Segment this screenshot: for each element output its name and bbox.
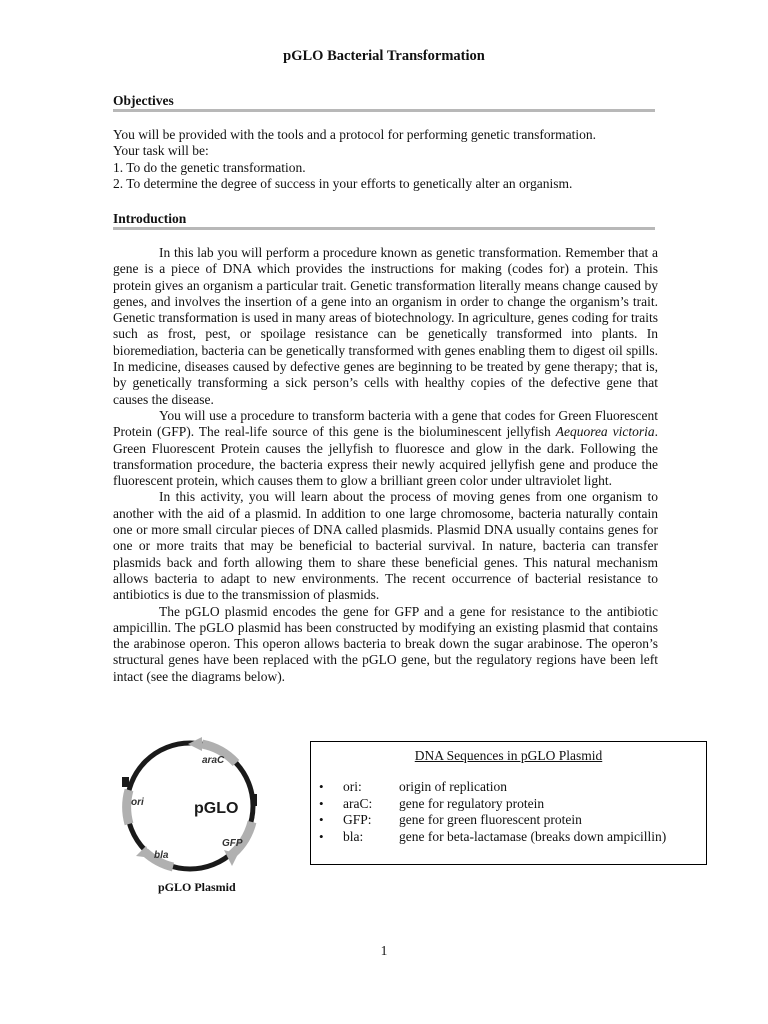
objectives-line: Your task will be:	[113, 143, 209, 159]
sequence-definition: gene for green fluorescent protein	[399, 812, 582, 827]
bullet: •	[319, 779, 324, 794]
pglo-plasmid-diagram	[118, 732, 278, 872]
objectives-divider	[113, 109, 655, 112]
objectives-line: 1. To do the genetic transformation.	[113, 159, 306, 175]
sequence-definition: gene for beta-lactamase (breaks down ampicillin)	[399, 828, 667, 844]
plasmid-caption: pGLO Plasmid	[158, 880, 236, 894]
bullet: •	[319, 812, 324, 827]
plasmid-svg	[118, 732, 278, 872]
introduction-divider	[113, 227, 655, 230]
intro-p2-text-b: . Green Fluorescent Protein causes the jellyfish to fluoresce and glow in the dark. Following the transformation procedure, the bacteria express their newly acquired jellyfish gene and produce the fluorescent protein, which causes them to glow a brilliant green color under ultraviolet light.	[113, 424, 659, 489]
dna-box-title: DNA Sequences in pGLO Plasmid	[414, 748, 603, 763]
intro-paragraph-1: In this lab you will perform a procedure known as genetic transformation. Remember that a gene is a piece of DNA which provides the instructions for making (codes for) a protein. This protein gives an organism a particular trait. Genetic transformation literally means change caused by genes, and involves the insertion of a gene into an organism in order to change the organism’s trait. Genetic transformation is used in many areas of biotechnology. In agriculture, genes coding for traits such as frost, pest, or spoilage resistance can be genetically transformed into plants. In bioremediation, bacteria can be genetically transformed with genes enabling them to digest oil spills. In medicine, diseases caused by defective genes are beginning to be treated by gene therapy; that is, by genetically transforming a sick person’s cells with healthy copies of the defective gene that causes the disease.	[113, 245, 658, 407]
document-title: pGLO Bacterial Transformation	[283, 48, 485, 64]
ori-label: ori	[131, 797, 144, 808]
sequence-term: GFP:	[343, 812, 372, 827]
objectives-heading: Objectives	[113, 93, 174, 108]
plasmid-marker	[122, 777, 129, 787]
objectives-line: You will be provided with the tools and a protocol for performing genetic transformation.	[113, 127, 597, 142]
gfp-label: GFP	[222, 838, 243, 849]
intro-p2-text-a: You will use a procedure to transform bacteria with a gene that codes for Green Fluorescent Protein (GFP). The real-life source of this gene is the bioluminescent jellyfish	[113, 407, 658, 440]
intro-paragraph-3: In this activity, you will learn about the process of moving genes from one organism to another with the aid of a plasmid. In addition to one large chromosome, bacteria naturally contain one or more small circular pieces of DNA called plasmids. Plasmid DNA usually contains genes for one or more traits that may be beneficial to bacterial survival. In nature, bacteria can transfer plasmids back and forth allowing them to share these beneficial genes. This natural mechanism allows bacteria to adapt to new environments. The recent occurrence of bacterial resistance to antibiotics is due to the transmission of plasmids.	[113, 489, 658, 603]
bla-label: bla	[154, 850, 169, 861]
plasmid-center-label: pGLO	[194, 800, 239, 817]
sequence-term: ori:	[343, 779, 362, 794]
ori-segment	[127, 790, 129, 824]
page-number: 1	[380, 943, 388, 958]
intro-paragraph-4: The pGLO plasmid encodes the gene for GFP and a gene for resistance to the antibiotic ampicillin. The pGLO plasmid has been constructed by modifying an existing plasmid that contains the arabinose operon. This operon allows bacteria to break down the sugar arabinose. The operon’s structural genes have been replaced with the pGLO gene, but the regulatory regions have been left intact (see the diagrams below).	[113, 603, 658, 684]
bullet: •	[319, 795, 324, 811]
sequence-term: araC:	[343, 795, 373, 811]
sequence-definition: origin of replication	[399, 779, 507, 794]
species-name: Aequorea victoria	[555, 424, 655, 440]
dna-sequences-box	[310, 741, 707, 865]
arac-arrowhead	[188, 737, 202, 751]
plasmid-marker	[251, 794, 257, 806]
introduction-body	[113, 245, 658, 685]
bullet: •	[319, 828, 324, 844]
intro-paragraph-2	[113, 408, 658, 489]
sequence-definition: gene for regulatory protein	[399, 795, 545, 811]
objectives-text	[113, 127, 658, 192]
introduction-heading: Introduction	[113, 211, 187, 226]
arac-label: araC	[202, 755, 225, 766]
sequence-term: bla:	[343, 828, 364, 844]
objectives-line: 2. To determine the degree of success in your efforts to genetically alter an organism.	[113, 175, 573, 191]
